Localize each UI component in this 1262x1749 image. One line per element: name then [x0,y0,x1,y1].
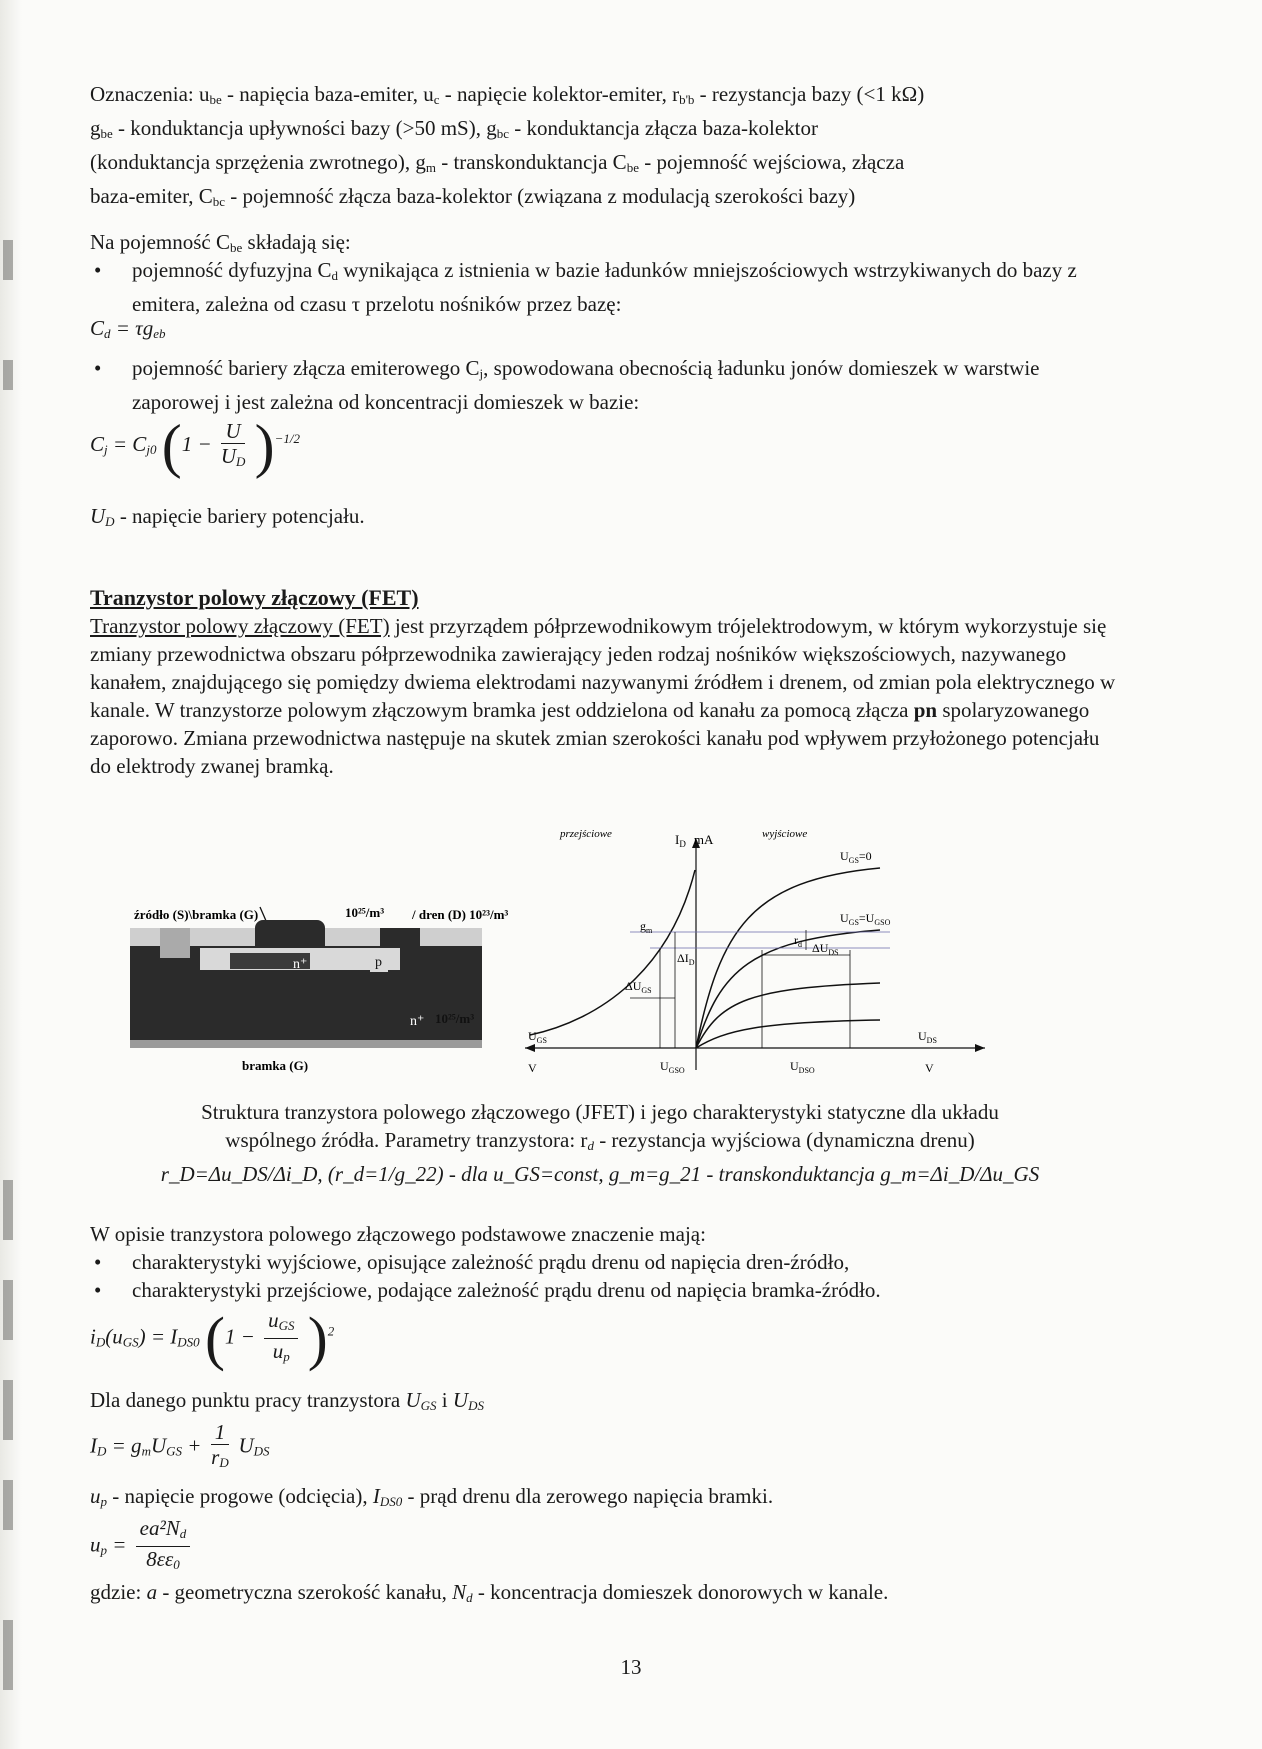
list-item: • pojemność bariery złącza emiterowego $C_j$, spowodowana obecnością ładunku jonów domieszek w warstwie zaporowej i jest zależna od koncentracji domieszek w bazie: [90,354,1130,416]
list-item: • charakterystyki wyjściowe, opisujące zależność prądu drenu od napięcia dren-źródło, [90,1248,1130,1276]
caption-line-3: r_D=Δu_DS/Δi_D, (r_d=1/g_22) - dla u_GS=const, g_m=g_21 - transkonduktancja g_m=Δi_D/Δu_GS [160,1162,1040,1186]
page-number: 13 [620,1655,642,1679]
scan-mark [3,1280,13,1340]
x-axis-arrow [975,1044,985,1052]
p-label: p [375,955,382,970]
source-contact [160,928,190,958]
gdzie-description: gdzie: a - geometryczna szerokość kanału, $N_d$ - koncentracja domieszek donorowych w kanale. [90,1580,889,1605]
opis-section [90,1220,1130,1612]
ugs-axis-label: $U_{GS}$ [528,1029,547,1045]
output-label: wyjściowe [762,828,808,840]
caption-line-2: wspólnego źródła. Parametry tranzystora: $r_d$ - rezystancja wyjściowa (dynamiczna drenu) [225,1128,975,1153]
udso-label: $U_{DSO}$ [790,1059,815,1075]
up-description: $u_p$ - napięcie progowe (odcięcia), $I_{DS0}$ - prąd drenu dla zerowego napięcia bramki. [90,1484,774,1509]
fet-paragraph: Tranzystor polowy złączowy (FET) jest przyrządem półprzewodnikowym trójelektrodowym, w którym wykorzystuje się zmiany przewodnictwa obszaru półprzewodnika zawierający jeden rodzaj nośników większościowych, nazywanego kanałem, znajdującego się pomiędzy dwiema elektrodami nazywanymi źródłem i drenem, od zmian pola elektrycznego w kanale. W tranzystorze polowym złączowym bramka jest oddzielona od kanału za pomocą złącza pn spolaryzowanego zaporowo. Zmiana przewodnictwa następuje na skutek zmian szerokości kanału pod wpływem przyłożonego potencjału do elektrody zwanej bramką. [90,614,1116,778]
list-item: • pojemność dyfuzyjna $C_d$ wynikająca z istnienia w bazie ładunków mniejszościowych wstrzykiwanych do bazy z emitera, zależna od czasu τ przelotu nośników przez bazę: [90,256,1090,318]
formula-cd: $C_d = \tau g_{eb}$ [90,316,166,341]
ugs0-label: $U_{GS}=0$ [840,849,872,865]
v-label-left: V [528,1061,537,1075]
output-curve-4 [696,1020,880,1048]
formula-id: $i_D(u_{GS}) = I_{DS0}$ (1 − $\frac{u_{GS}}{u_p}$ )$^2$ [90,1305,335,1372]
jfet-figure-svg [130,820,1130,1090]
nplus-label: n⁺ [293,957,308,972]
id-axis-label: $I_D$ mA [675,832,714,849]
cbe-list-1 [90,256,1090,318]
scan-mark [3,1480,13,1530]
figure-caption [100,1098,1100,1188]
transfer-curve [530,870,695,1035]
ugso-label: $U_{GSO}$ [660,1059,685,1075]
formula-up: $u_p$ = $\frac{ea^2N_d}{8\varepsilon\varepsilon_0}$ [90,1516,1130,1578]
conc-label-3: 10²⁵/m³ [435,1011,475,1026]
caption-line-1: Struktura tranzystora polowego złączowego (JFET) i jego charakterystyki statyczne dla układu [201,1100,999,1124]
gm-label: $g_m$ [640,919,653,935]
nplus-label-2: n⁺ [410,1014,425,1029]
formula-cj: $C_j = C_{j0}$ (1 − $\frac{U}{U_D}$ )$^{-1/2}$ [90,413,301,479]
did-label: $\Delta I_D$ [677,951,695,967]
working-point: Dla danego punktu pracy tranzystora $U_{GS}$ i $U_{DS}$ [90,1388,484,1413]
opis-list [90,1248,1130,1304]
gate-bottom-label: bramka (G) [242,1058,309,1073]
cbe-title: Na pojemność $C_{be}$ składają się: [90,230,351,255]
scan-mark [3,240,13,280]
rd-label: $r_d$ [794,933,802,949]
transfer-label: przejściowe [560,828,612,840]
output-curve-3 [696,983,880,1048]
scan-mark [3,1380,13,1440]
structure-top-label: źródło (S)\bramka (G) [134,907,259,922]
opis-title: W opisie tranzystora polowego złączowego podstawowe znaczenie mają: [90,1222,706,1246]
dugs-label: $\Delta U_{GS}$ [625,979,652,995]
jfet-figure [130,820,1130,1090]
fet-heading: Tranzystor polowy złączowy (FET) [90,585,419,610]
x-axis-arrow-left [525,1044,535,1052]
scan-mark [3,360,13,390]
scan-mark [3,1180,13,1240]
jfet-structure [130,905,508,1073]
ud-description: $U_D$ - napięcie bariery potencjału. [90,504,365,529]
ugs-ugso-label: $U_{GS}=U_{GSO}$ [840,911,891,927]
v-label-right: V [925,1061,934,1075]
list-item: • charakterystyki przejściowe, podające zależność prądu drenu od napięcia bramka-źródło. [90,1276,1130,1304]
duds-label: $\Delta U_{DS}$ [812,941,839,957]
bottom-gate-layer [130,1040,482,1048]
uds-axis-label: $U_{DS}$ [918,1029,937,1045]
cbe-list-2 [90,354,1130,416]
conc-label-1: 10²⁵/m³ [345,905,385,920]
intro-paragraph: Oznaczenia: $u_{be}$ - napięcia baza-emiter, $u_c$ - napięcie kolektor-emiter, $r_{b'b}$ - rezystancja bazy (<1 kΩ) $g_{be}$ - konduktancja upływności bazy (>50 mS), $g_{bc}$ - konduktancja złącza baza-kolektor (konduktancja sprzężenia zwrotnego), $g_m$ - transkonduktancja $C_{be}$ - pojemność wejściowa, złącza baza-emiter, $C_{bc}$ - pojemność złącza baza-kolektor (związana z modulacją szerokości bazy) [90,82,925,209]
formula-id-linear: $I_D = g_mU_{GS}$ + $\frac{1}{r_D}$ $U_{DS}$ [90,1420,270,1470]
drain-label: / dren (D) 10²³/m³ [412,907,509,922]
characteristics-plot [525,828,985,1075]
